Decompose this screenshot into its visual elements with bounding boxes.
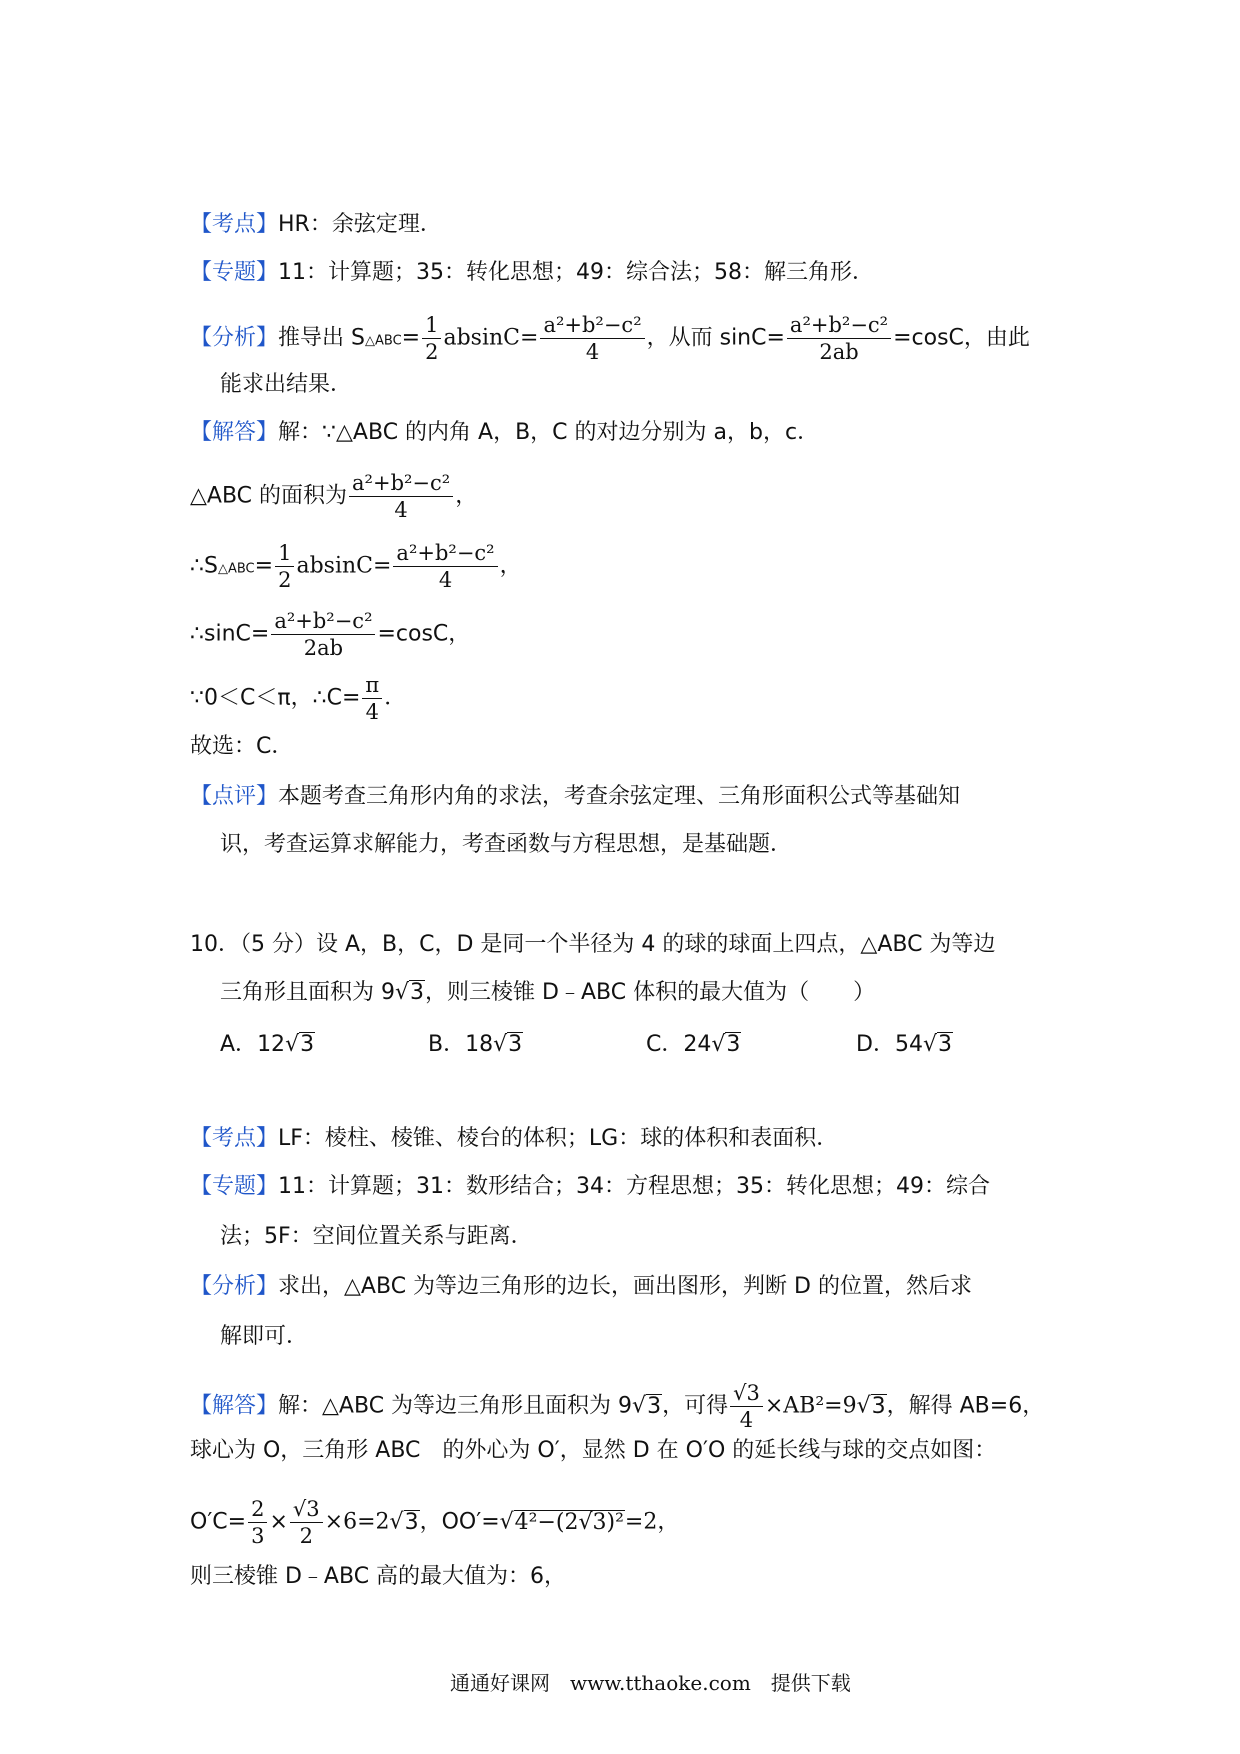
- tag-fenxi-10: 【分析】: [190, 1274, 279, 1299]
- l3-f2: [290, 1496, 323, 1549]
- q9-zhuanti: [190, 258, 874, 288]
- l5-num: π: [362, 672, 382, 699]
- l3c: ，OO′=: [419, 1509, 500, 1535]
- q10-fenxi-line1: [190, 1272, 972, 1302]
- l2-num: a²+b²−c²: [349, 470, 453, 497]
- l3b: ×6=2: [324, 1509, 390, 1535]
- option-a-label: A．: [220, 1032, 258, 1057]
- q9-jieda-l2: [190, 470, 477, 523]
- option-a[interactable]: A．12√3: [220, 1032, 315, 1057]
- q9-dianping-line2: 识，考查运算求解能力，考查函数与方程思想，是基础题．: [220, 832, 793, 857]
- l3-root: 4²−(2√3)²: [514, 1509, 624, 1535]
- half-num: 1: [422, 312, 441, 339]
- frac2-den: 2ab: [819, 340, 859, 364]
- jieda10-l1-frac: [730, 1380, 763, 1433]
- kaodian-text: HR：余弦定理．: [278, 212, 442, 237]
- stem2-sqrt: 3: [410, 980, 425, 1005]
- fenxi-frac1: [540, 312, 644, 365]
- fenxi-sub: △ABC: [364, 333, 402, 349]
- option-c-label: C．: [646, 1032, 684, 1057]
- option-a-rad: 3: [300, 1032, 315, 1057]
- jieda-l2-suffix: ，: [455, 483, 478, 509]
- option-b-rad: 3: [508, 1032, 523, 1057]
- frac1-num: a²+b²−c²: [540, 312, 644, 339]
- q10-jieda-l1: 【解答】解：△ABC 为等边三角形且面积为 9√3，可得 $\frac{√3}{4}$ ×AB²=9√3，解得 AB=6，: [190, 1381, 1045, 1432]
- q9-jieda-l4: [190, 608, 470, 661]
- jieda10-l1d: ，解得 AB=6，: [886, 1393, 1045, 1419]
- frac1-den: 4: [585, 340, 600, 364]
- zhuanti10-line1: 11：计算题；31：数形结合；34：方程思想；35：转化思想；49：综合: [278, 1174, 990, 1199]
- q10-jieda-l4: 则三棱锥 D﹣ABC 高的最大值为：6，: [190, 1564, 567, 1589]
- l4-suffix: =cosC，: [377, 621, 471, 647]
- l3-times: ×: [269, 1509, 288, 1535]
- jieda10-l1b: ，可得: [662, 1393, 729, 1419]
- jieda-l2-frac: [349, 470, 453, 523]
- tag-zhuanti: 【专题】: [190, 260, 279, 285]
- fenxi-frac2: [787, 312, 891, 365]
- q10-kaodian: [190, 1124, 838, 1154]
- q10-jieda-l2: 球心为 O，三角形 ABC 的外心为 O′，显然 D 在 O′O 的延长线与球的交点如图：: [190, 1438, 997, 1463]
- q9-kaodian: [190, 210, 442, 240]
- q10-fenxi-line2: 解即可．: [220, 1324, 309, 1349]
- l5-frac: [362, 672, 382, 725]
- option-d-coef: 54: [894, 1032, 923, 1057]
- l3-half: [275, 540, 294, 593]
- l3-half-den: 2: [278, 568, 292, 592]
- l3-f1: [248, 1496, 267, 1549]
- fenxi-half: [422, 312, 441, 365]
- l3-suffix: ，: [499, 553, 522, 579]
- l4-num: a²+b²−c²: [271, 608, 375, 635]
- q10-zhuanti-line2: 法；5F：空间位置关系与距离．: [220, 1224, 533, 1249]
- l3-half-num: 1: [275, 540, 294, 567]
- l3f1-num: 2: [248, 1496, 267, 1523]
- q9-jieda-l1: [190, 418, 819, 448]
- l4-den: 2ab: [303, 636, 344, 660]
- fenxi-eq: =: [401, 325, 421, 351]
- q9-fenxi-line2: 能求出结果．: [220, 372, 353, 397]
- option-d-label: D．: [856, 1032, 895, 1057]
- jieda-l2-prefix: △ABC 的面积为: [190, 483, 348, 509]
- tag-fenxi: 【分析】: [190, 325, 279, 351]
- tag-dianping: 【点评】: [190, 784, 279, 809]
- kaodian10-text: LF：棱柱、棱锥、棱台的体积；LG：球的体积和表面积．: [278, 1126, 839, 1151]
- fenxi-mid: ，从而 sinC=: [646, 325, 785, 351]
- q10-jieda-l3: O′C= $\frac{2}{3}$ × $\frac{√3}{2}$ ×6=2√3，OO′=√4²−(2√3)²=2，: [190, 1497, 680, 1548]
- jieda10-l1a: 解：△ABC 为等边三角形且面积为 9: [278, 1393, 633, 1419]
- tag-jieda: 【解答】: [190, 420, 279, 445]
- zhuanti-text: 11：计算题；35：转化思想；49：综合法；58：解三角形．: [278, 260, 874, 285]
- q9-jieda-l6: 故选：C．: [190, 734, 294, 759]
- tag-kaodian-10: 【考点】: [190, 1126, 279, 1151]
- fenxi10-line1: 求出，△ABC 为等边三角形的边长，画出图形，判断 D 的位置，然后求: [278, 1274, 972, 1299]
- q10-stem-line1: 10．（5 分）设 A，B，C，D 是同一个半径为 4 的球的球面上四点，△ABC 为等边: [190, 932, 996, 957]
- l3a: O′C=: [190, 1509, 247, 1535]
- frac2-num: a²+b²−c²: [787, 312, 891, 339]
- stem2-a: 三角形且面积为 9: [220, 980, 395, 1005]
- l3-mid: absinC=: [296, 553, 392, 579]
- dianping-line1: 本题考查三角形内角的求法，考查余弦定理、三角形面积公式等基础知: [278, 784, 961, 809]
- l3-num: a²+b²−c²: [393, 540, 497, 567]
- l3d: =2，: [624, 1509, 680, 1535]
- q9-fenxi-line1: [190, 312, 1030, 365]
- option-c-rad: 3: [726, 1032, 741, 1057]
- l5-den: 4: [365, 700, 379, 724]
- footer-text: 通通好课网 www.tthaoke.com 提供下载: [450, 1671, 851, 1695]
- q9-jieda-l3: [190, 540, 522, 593]
- fenxi-prefix: 推导出 S: [278, 325, 365, 351]
- l3-prefix: ∴S: [190, 553, 218, 579]
- l1f-num: √3: [730, 1380, 763, 1407]
- l5-prefix: ∵0＜C＜π，∴C=: [190, 685, 361, 711]
- l4-prefix: ∴sinC=: [190, 621, 270, 647]
- tag-jieda-10: 【解答】: [190, 1393, 279, 1419]
- l3f1-den: 3: [251, 1524, 265, 1548]
- q9-dianping-line1: [190, 782, 960, 812]
- option-b[interactable]: B．18√3: [428, 1032, 523, 1057]
- l5-suffix: ．: [384, 685, 407, 711]
- jieda-l1-text: 解：∵△ABC 的内角 A，B，C 的对边分别为 a，b，c．: [278, 420, 820, 445]
- option-d[interactable]: D．54√3: [856, 1032, 952, 1057]
- q10-stem-line2: 三角形且面积为 9√3，则三棱锥 D﹣ABC 体积的最大值为（ ）: [220, 980, 876, 1005]
- l3f2-den: 2: [299, 1524, 313, 1548]
- l3-sqrt: 3: [404, 1509, 419, 1535]
- option-b-label: B．: [428, 1032, 466, 1057]
- q10-zhuanti-line1: [190, 1172, 990, 1202]
- option-c[interactable]: C．24√3: [646, 1032, 741, 1057]
- l2-den: 4: [394, 498, 408, 522]
- jieda10-l1-sqrt2: 3: [871, 1393, 886, 1419]
- jieda10-l1-sqrt: 3: [647, 1393, 662, 1419]
- stem2-b: ，则三棱锥 D﹣ABC 体积的最大值为（ ）: [425, 980, 876, 1005]
- q9-jieda-l5: [190, 672, 406, 725]
- jieda10-l1c: ×AB²=9: [764, 1393, 857, 1419]
- l3-sub: △ABC: [217, 561, 255, 577]
- fenxi-absinc: absinC=: [443, 325, 539, 351]
- l1f-den: 4: [739, 1408, 754, 1432]
- l3-den: 4: [438, 568, 453, 592]
- option-b-coef: 18: [465, 1032, 494, 1057]
- tag-zhuanti-10: 【专题】: [190, 1174, 279, 1199]
- fenxi-suffix: =cosC，由此: [893, 325, 1030, 351]
- l3f2-num: √3: [290, 1496, 323, 1523]
- option-d-rad: 3: [937, 1032, 952, 1057]
- l3-eq: =: [254, 553, 274, 579]
- option-a-coef: 12: [257, 1032, 286, 1057]
- l4-frac: [271, 608, 375, 661]
- option-c-coef: 24: [683, 1032, 712, 1057]
- l3-frac: [393, 540, 497, 593]
- tag-kaodian: 【考点】: [190, 212, 279, 237]
- half-den: 2: [425, 340, 439, 364]
